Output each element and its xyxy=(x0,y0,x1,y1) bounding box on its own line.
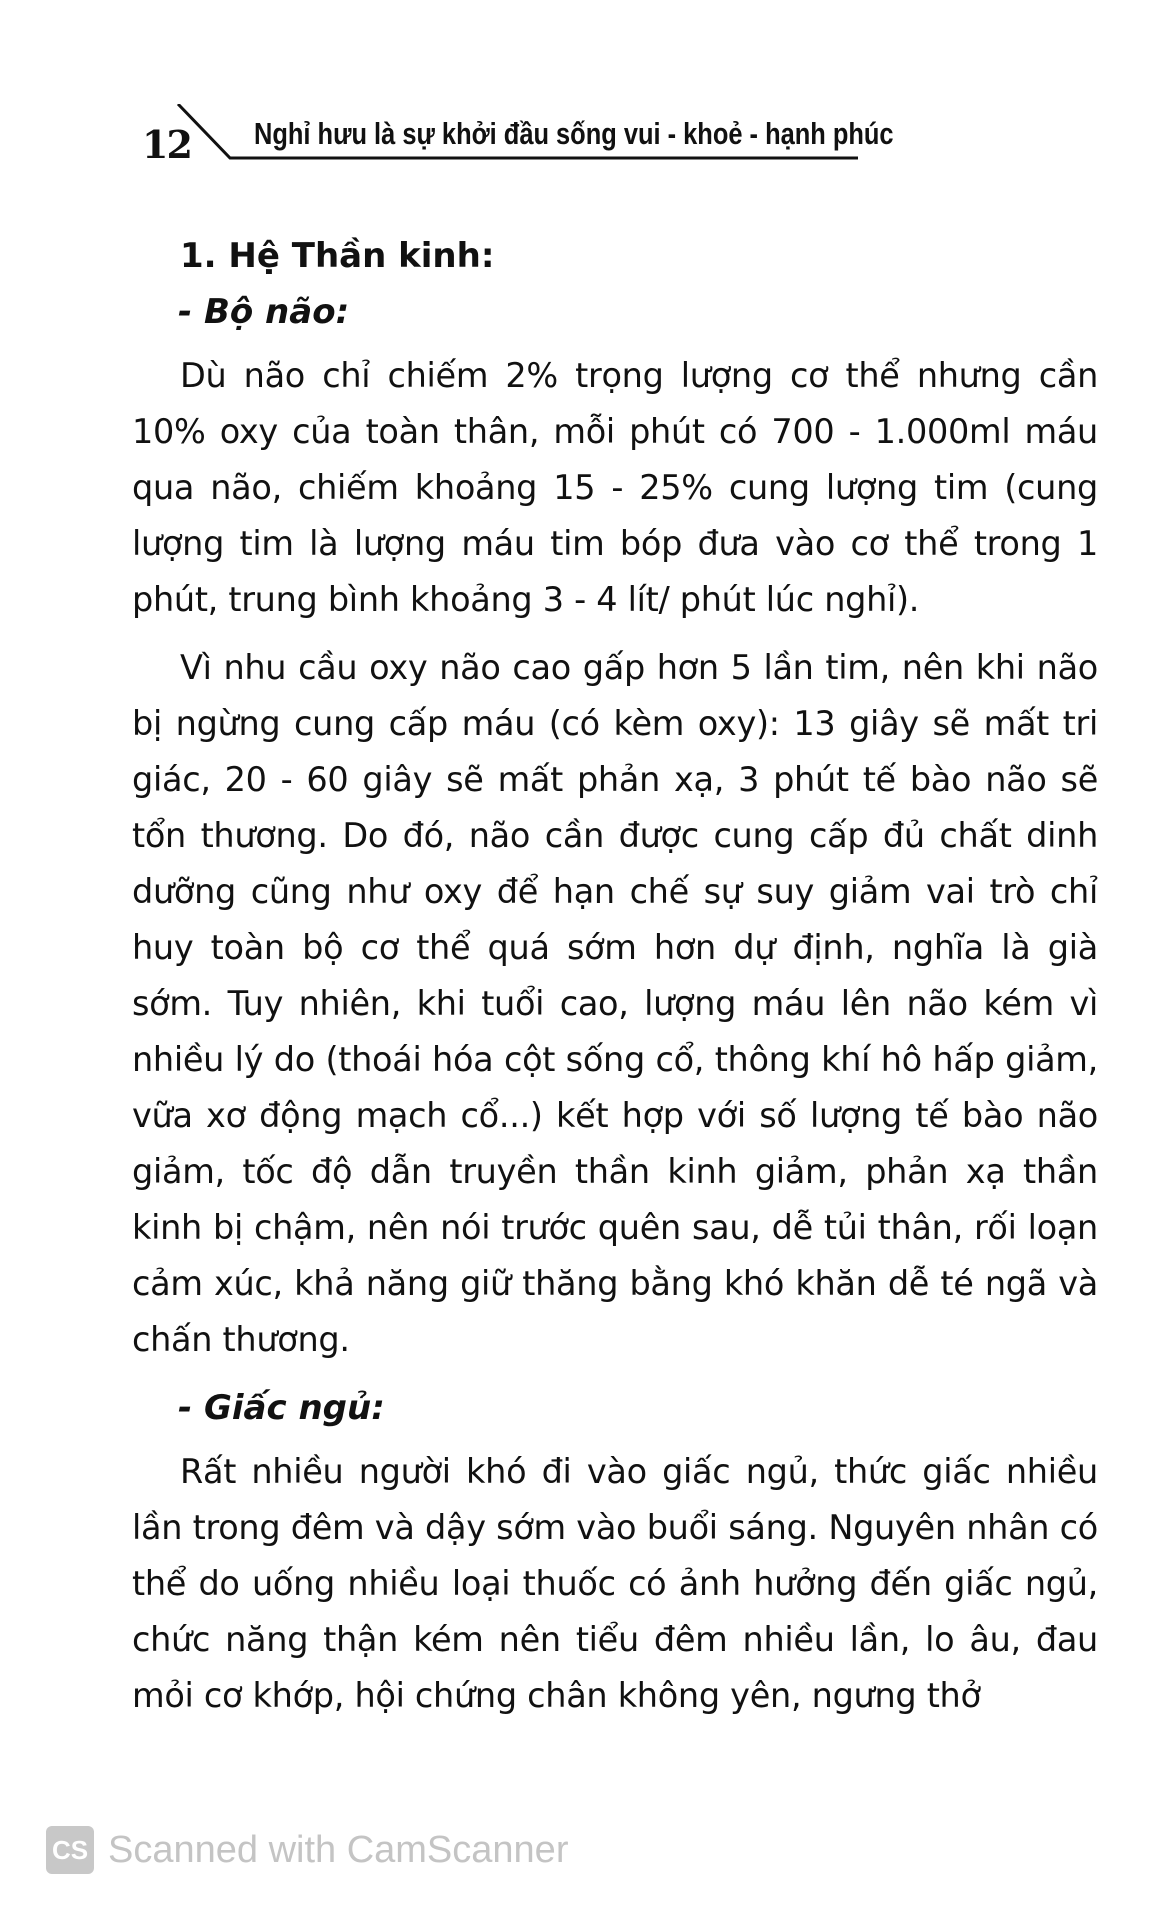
page-body xyxy=(132,228,1098,1736)
running-title: Nghỉ hưu là sự khởi đầu sống vui - khoẻ - hạnh phúc xyxy=(254,116,894,151)
paragraph: Dù não chỉ chiếm 2% trọng lượng cơ thể nhưng cần 10% oxy của toàn thân, mỗi phút có 700 - 1.000ml máu qua não, chiếm khoảng 15 - 25% cung lượng tim (cung lượng tim là lượng máu tim bóp đưa vào cơ thể trong 1 phút, trung bình khoảng 3 - 4 lít/ phút lúc nghỉ). xyxy=(132,356,1098,619)
page-number: 12 xyxy=(142,122,191,167)
subsection-heading-sleep: - Giấc ngủ: xyxy=(178,1388,385,1428)
paragraph: Vì nhu cầu oxy não cao gấp hơn 5 lần tim, nên khi não bị ngừng cung cấp máu (có kèm oxy): 13 giây sẽ mất tri giác, 20 - 60 giây sẽ mất phản xạ, 3 phút tế bào não sẽ tổn thương. Do đó, não cần được cung cấp đủ chất dinh dưỡng cũng như oxy để hạn chế sự suy giảm vai trò chỉ huy toàn bộ cơ thể quá sớm hơn dự định, nghĩa là già sớm. Tuy nhiên, khi tuổi cao, lượng máu lên não kém vì nhiều lý do (thoái hóa cột sống cổ, thông khí hô hấp giảm, vữa xơ động mạch cổ...) kết hợp với số lượng tế bào não giảm, tốc độ dẫn truyền thần kinh giảm, phản xạ thần kinh bị chậm, nên nói trước quên sau, dễ tủi thân, rối loạn cảm xúc, khả năng giữ thăng bằng khó khăn dễ té ngã và chấn thương. xyxy=(132,648,1098,1359)
subsection-heading-brain: - Bộ não: xyxy=(178,292,350,332)
section-heading: 1. Hệ Thần kinh: xyxy=(180,236,495,276)
watermark-text: Scanned with CamScanner xyxy=(108,1828,569,1871)
paragraph: Rất nhiều người khó đi vào giấc ngủ, thức giấc nhiều lần trong đêm và dậy sớm vào buổi sáng. Nguyên nhân có thể do uống nhiều loại thuốc có ảnh hưởng đến giấc ngủ, chức năng thận kém nên tiểu đêm nhiều lần, lo âu, đau mỏi cơ khớp, hội chứng chân không yên, ngưng thở xyxy=(132,1452,1098,1715)
camscanner-logo-icon: CS xyxy=(46,1826,94,1874)
scanner-watermark xyxy=(46,1822,568,1878)
running-header xyxy=(142,104,894,176)
